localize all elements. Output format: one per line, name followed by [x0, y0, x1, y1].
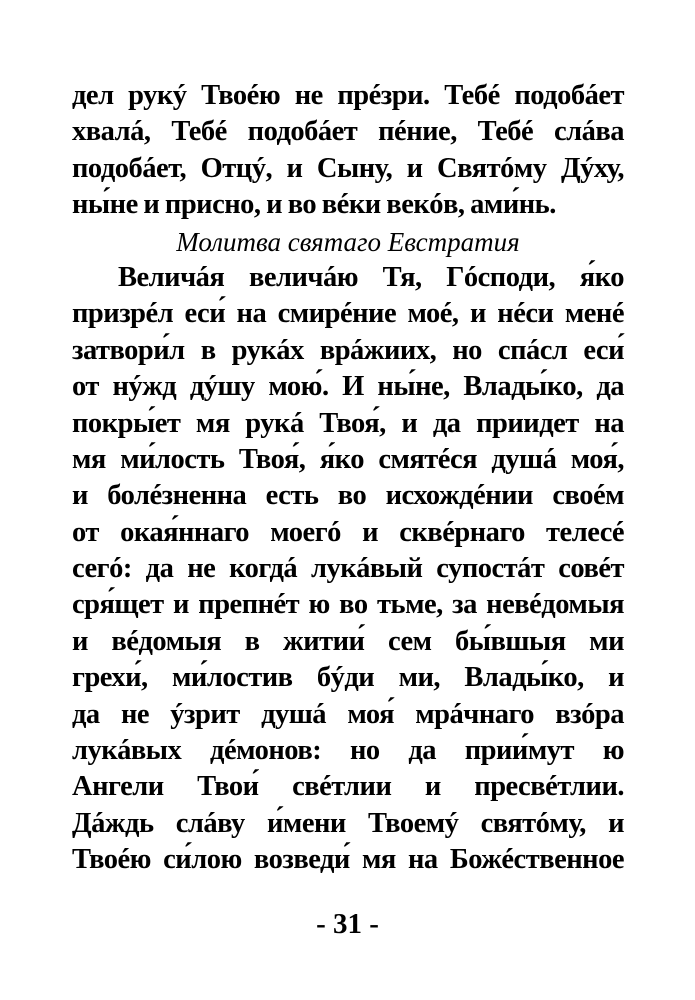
closing-paragraph	[72, 78, 624, 224]
text-line: и вéдомыя в житии́ сем бы́вшыя ми	[72, 625, 624, 657]
text-line: и болéзненна есть во исхождéнии своéм	[72, 480, 624, 512]
text-line: хвалá, Тебé подобáет пéние, Тебé слáва	[72, 116, 624, 148]
text-line: лукáвых дéмонов: но да прии́мут ю	[72, 735, 624, 767]
text-line: да не ýзрит душá моя́ мрáчнаго взóра	[72, 698, 624, 730]
text-line: мя ми́лость Твоя́, я́ко смятéся душá моя́,	[72, 443, 624, 475]
text-line: дел рукý Твоéю не прéзри. Тебé подобáет	[72, 80, 624, 111]
text-line: от нýжд дýшу мою́. И ны́не, Влады́ко, да	[72, 371, 624, 403]
text-line: затвори́л в рукáх врáжиих, но спáсл еси́	[72, 334, 624, 366]
text-line: грехи́, ми́лостив бýди ми, Влады́ко, и	[72, 662, 624, 694]
text-line: Твоéю си́лою возведи́ мя на Божéственное	[72, 844, 624, 876]
text-line: Величáя величáю Тя, Гóсподи, я́ко	[118, 261, 624, 293]
text-line: Дáждь слáву и́мени Твоемý святóму, и	[72, 807, 624, 839]
text-line: сегó: да не когдá лукáвый супостáт совéт	[72, 553, 624, 585]
page-body-text	[72, 78, 624, 879]
text-line: подобáет, Отцý, и Сыну, и Святóму Дýху,	[72, 152, 624, 184]
text-line: Ангели Твои́ свéтлии и пресвéтлии.	[72, 771, 624, 803]
prayer-heading: Молитва святаго Евстратия	[176, 226, 520, 257]
text-line: от окая́ннаго моегó и сквéрнаго телесé	[72, 516, 624, 548]
text-line: призрéл еси́ на смирéние моé, и нéси менé	[72, 298, 624, 330]
prayer-paragraph	[72, 260, 624, 879]
page-number: - 31 -	[316, 908, 379, 940]
text-line: сря́щет и препнéт ю во тьме, за невéдомыя	[72, 589, 624, 621]
text-line: покры́ет мя рукá Твоя́, и да приидет на	[72, 407, 624, 439]
text-line: ны́не и присно, и во вéки векóв, ами́нь.	[72, 189, 556, 221]
